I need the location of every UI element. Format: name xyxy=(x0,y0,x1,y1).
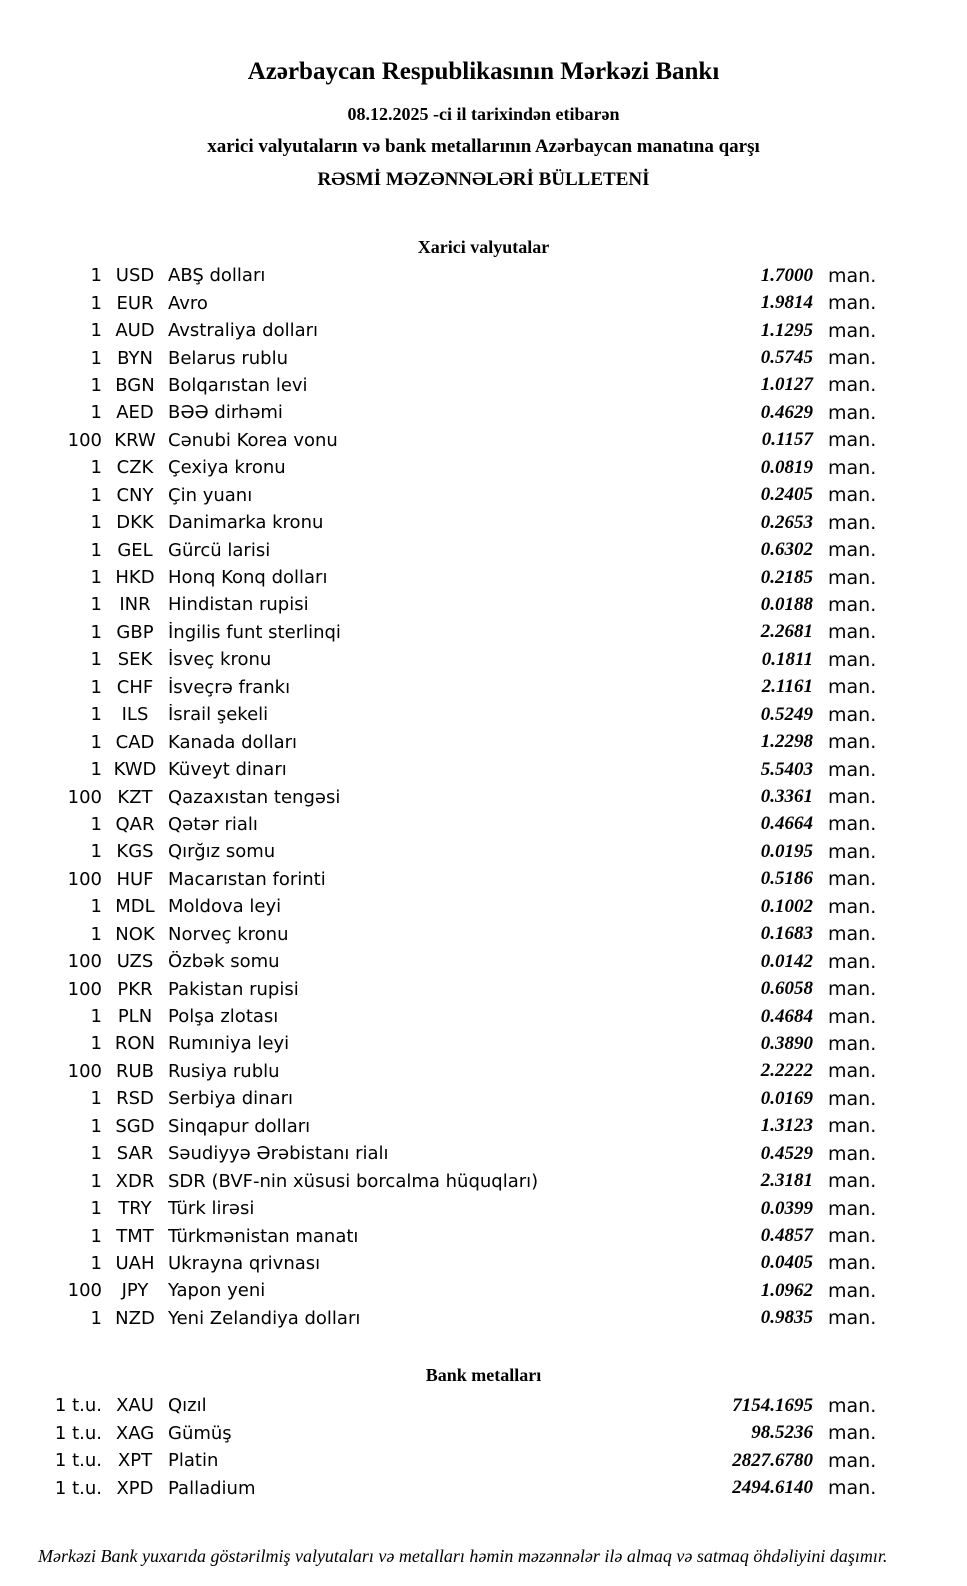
rate-value-cell: 1.7000 xyxy=(760,264,813,286)
currency-name-cell: İsveçrə frankı xyxy=(168,676,291,698)
rate-value-cell: 1.9814 xyxy=(760,292,813,314)
unit-label-cell: man. xyxy=(828,1170,877,1193)
currency-code-cell: JPY xyxy=(121,1280,149,1302)
unit-label-cell: man. xyxy=(828,1060,877,1083)
unit-label-cell: man. xyxy=(828,566,877,589)
rate-value-cell: 1.0962 xyxy=(760,1279,813,1301)
currency-name-cell: Serbiya dinarı xyxy=(168,1088,293,1110)
rate-row xyxy=(0,1140,967,1167)
rate-value-cell: 0.0169 xyxy=(760,1087,813,1109)
unit-label-cell: man. xyxy=(828,1032,877,1055)
rate-value-cell: 1.0127 xyxy=(760,374,813,396)
currency-name-cell: BƏƏ dirhəmi xyxy=(168,402,283,424)
quantity-cell: 1 xyxy=(90,1115,102,1137)
quantity-cell: 1 xyxy=(90,649,102,671)
currency-code-cell: HUF xyxy=(116,868,154,890)
unit-label-cell: man. xyxy=(828,1422,877,1445)
currency-code-cell: TMT xyxy=(116,1225,154,1247)
rate-value-cell: 2.2222 xyxy=(760,1060,813,1082)
currency-code-cell: EUR xyxy=(116,292,154,314)
rate-row xyxy=(0,1474,967,1501)
rate-row xyxy=(0,1085,967,1112)
rate-value-cell: 0.1683 xyxy=(760,923,813,945)
quantity-cell: 1 xyxy=(90,923,102,945)
unit-label-cell: man. xyxy=(828,648,877,671)
metals-section-title: Bank metalları xyxy=(425,1365,542,1385)
rate-row xyxy=(0,591,967,618)
rate-row xyxy=(0,509,967,536)
quantity-cell: 1 xyxy=(90,1225,102,1247)
quantity-cell: 1 t.u. xyxy=(54,1477,102,1499)
quantity-cell: 1 xyxy=(90,759,102,781)
rate-row xyxy=(0,1003,967,1030)
quantity-cell: 1 xyxy=(90,374,102,396)
quantity-cell: 1 xyxy=(90,841,102,863)
quantity-cell: 100 xyxy=(67,786,102,808)
rate-row xyxy=(0,1447,967,1474)
currency-name-cell: Palladium xyxy=(168,1477,256,1499)
rate-row xyxy=(0,1305,967,1332)
currency-name-cell: Hindistan rupisi xyxy=(168,594,309,616)
unit-label-cell: man. xyxy=(828,676,877,699)
rate-row xyxy=(0,701,967,728)
currency-name-cell: Pakistan rupisi xyxy=(168,978,299,1000)
currency-code-cell: XPD xyxy=(116,1477,154,1499)
rate-row xyxy=(0,811,967,838)
currency-code-cell: NOK xyxy=(115,923,155,945)
currency-code-cell: GBP xyxy=(116,621,154,643)
currency-name-cell: İsveç kronu xyxy=(168,649,272,671)
rate-row xyxy=(0,564,967,591)
currency-name-cell: Avstraliya dolları xyxy=(168,320,319,342)
unit-label-cell: man. xyxy=(828,1449,877,1472)
quantity-cell: 1 xyxy=(90,621,102,643)
unit-label-cell: man. xyxy=(828,758,877,781)
currencies-section-title: Xarici valyutalar xyxy=(417,237,550,257)
rate-value-cell: 0.0188 xyxy=(760,593,813,615)
unit-label-cell: man. xyxy=(828,1142,877,1165)
rate-value-cell: 2827.6780 xyxy=(732,1449,813,1471)
currency-code-cell: UAH xyxy=(115,1252,155,1274)
rate-value-cell: 0.5186 xyxy=(760,868,813,890)
currency-code-cell: CAD xyxy=(115,731,155,753)
unit-label-cell: man. xyxy=(828,593,877,616)
rate-row xyxy=(0,427,967,454)
quantity-cell: 1 xyxy=(90,265,102,287)
currency-name-cell: Yapon yeni xyxy=(168,1280,266,1302)
rate-row xyxy=(0,1058,967,1085)
unit-label-cell: man. xyxy=(828,1115,877,1138)
rate-value-cell: 0.0399 xyxy=(760,1197,813,1219)
currency-name-cell: Səudiyyə Ərəbistanı rialı xyxy=(168,1143,389,1165)
rate-value-cell: 0.2653 xyxy=(760,511,813,533)
bulletin-title: RƏSMİ MƏZƏNNƏLƏRİ BÜLLETENİ xyxy=(317,169,650,190)
currency-name-cell: Avro xyxy=(168,292,208,314)
currency-name-cell: ABŞ dolları xyxy=(168,265,266,287)
rate-row xyxy=(0,756,967,783)
quantity-cell: 1 xyxy=(90,1252,102,1274)
rate-value-cell: 0.6058 xyxy=(760,978,813,1000)
currency-code-cell: RUB xyxy=(115,1060,155,1082)
unit-label-cell: man. xyxy=(828,1477,877,1500)
rate-value-cell: 98.5236 xyxy=(751,1422,813,1444)
currency-name-cell: Çin yuanı xyxy=(168,484,253,506)
metals-table xyxy=(0,1392,967,1502)
rate-row xyxy=(0,975,967,1002)
rate-value-cell: 7154.1695 xyxy=(732,1394,813,1416)
rate-value-cell: 2494.6140 xyxy=(732,1477,813,1499)
rate-row xyxy=(0,1167,967,1194)
rate-row xyxy=(0,454,967,481)
unit-label-cell: man. xyxy=(828,703,877,726)
unit-label-cell: man. xyxy=(828,1005,877,1028)
rate-row xyxy=(0,893,967,920)
quantity-cell: 1 xyxy=(90,402,102,424)
unit-label-cell: man. xyxy=(828,1307,877,1330)
currency-name-cell: SDR (BVF-nin xüsusi borcalma hüquqları) xyxy=(168,1170,539,1192)
quantity-cell: 1 xyxy=(90,1006,102,1028)
quantity-cell: 1 xyxy=(90,1088,102,1110)
currency-code-cell: RSD xyxy=(116,1088,154,1110)
currency-code-cell: CNY xyxy=(116,484,154,506)
rate-row xyxy=(0,1030,967,1057)
quantity-cell: 1 xyxy=(90,292,102,314)
currency-code-cell: KZT xyxy=(117,786,153,808)
currency-name-cell: Sinqapur dolları xyxy=(168,1115,311,1137)
rate-value-cell: 1.1295 xyxy=(760,319,813,341)
currency-code-cell: KGS xyxy=(116,841,154,863)
currency-name-cell: Türkmənistan manatı xyxy=(168,1225,359,1247)
currency-code-cell: UZS xyxy=(116,951,154,973)
currency-name-cell: Türk lirəsi xyxy=(168,1198,255,1220)
currency-name-cell: Özbək somu xyxy=(168,951,280,973)
currency-name-cell: Platin xyxy=(168,1450,219,1472)
quantity-cell: 1 xyxy=(90,512,102,534)
quantity-cell: 1 xyxy=(90,1033,102,1055)
currency-code-cell: SGD xyxy=(115,1115,155,1137)
subtitle-line: xarici valyutaların və bank metallarının Azərbaycan manatına qarşı xyxy=(207,136,760,157)
unit-label-cell: man. xyxy=(828,840,877,863)
unit-label-cell: man. xyxy=(828,319,877,342)
currency-name-cell: Qırğız somu xyxy=(168,841,276,863)
rate-row xyxy=(0,1222,967,1249)
unit-label-cell: man. xyxy=(828,347,877,370)
currency-name-cell: Macarıstan forinti xyxy=(168,868,326,890)
unit-label-cell: man. xyxy=(828,292,877,315)
currency-code-cell: XPT xyxy=(117,1450,153,1472)
currency-code-cell: ILS xyxy=(121,704,149,726)
currency-code-cell: DKK xyxy=(116,512,154,534)
effective-date-line: 08.12.2025 -ci il tarixindən etibarən xyxy=(347,104,620,124)
unit-label-cell: man. xyxy=(828,978,877,1001)
currency-name-cell: İngilis funt sterlinqi xyxy=(168,621,341,643)
quantity-cell: 1 xyxy=(90,896,102,918)
unit-label-cell: man. xyxy=(828,264,877,287)
rate-row xyxy=(0,372,967,399)
rate-value-cell: 0.0195 xyxy=(760,840,813,862)
unit-label-cell: man. xyxy=(828,1279,877,1302)
currency-code-cell: GEL xyxy=(117,539,153,561)
currency-code-cell: USD xyxy=(115,265,155,287)
unit-label-cell: man. xyxy=(828,1252,877,1275)
rate-value-cell: 0.5745 xyxy=(760,347,813,369)
rate-row xyxy=(0,1419,967,1446)
currencies-table xyxy=(0,262,967,1332)
unit-label-cell: man. xyxy=(828,731,877,754)
unit-label-cell: man. xyxy=(828,950,877,973)
currency-name-cell: Gümüş xyxy=(168,1422,232,1444)
currency-name-cell: Cənubi Korea vonu xyxy=(168,429,338,451)
currency-code-cell: CZK xyxy=(116,457,154,479)
rate-row xyxy=(0,1195,967,1222)
rate-value-cell: 0.9835 xyxy=(760,1307,813,1329)
quantity-cell: 1 xyxy=(90,484,102,506)
rate-row xyxy=(0,482,967,509)
unit-label-cell: man. xyxy=(828,429,877,452)
quantity-cell: 1 xyxy=(90,1198,102,1220)
rate-value-cell: 0.0142 xyxy=(760,950,813,972)
rate-value-cell: 0.4629 xyxy=(760,401,813,423)
currency-name-cell: İsrail şekeli xyxy=(168,704,269,726)
rate-value-cell: 5.5403 xyxy=(760,758,813,780)
currency-code-cell: INR xyxy=(119,594,151,616)
rate-row xyxy=(0,619,967,646)
currency-name-cell: Yeni Zelandiya dolları xyxy=(168,1307,361,1329)
quantity-cell: 100 xyxy=(67,1060,102,1082)
quantity-cell: 1 xyxy=(90,457,102,479)
quantity-cell: 100 xyxy=(67,429,102,451)
rate-row xyxy=(0,1250,967,1277)
currency-name-cell: Çexiya kronu xyxy=(168,457,286,479)
currency-code-cell: SAR xyxy=(116,1143,154,1165)
rate-value-cell: 0.1002 xyxy=(760,895,813,917)
quantity-cell: 100 xyxy=(67,951,102,973)
currency-code-cell: KWD xyxy=(113,759,157,781)
currency-code-cell: XDR xyxy=(115,1170,155,1192)
quantity-cell: 1 xyxy=(90,676,102,698)
currency-name-cell: Rumıniya leyi xyxy=(168,1033,290,1055)
unit-label-cell: man. xyxy=(828,1225,877,1248)
currency-code-cell: BGN xyxy=(115,374,155,396)
rate-value-cell: 0.4857 xyxy=(760,1225,813,1247)
unit-label-cell: man. xyxy=(828,895,877,918)
unit-label-cell: man. xyxy=(828,813,877,836)
rate-row xyxy=(0,838,967,865)
rate-value-cell: 1.2298 xyxy=(760,731,813,753)
rate-row xyxy=(0,536,967,563)
rate-value-cell: 0.1811 xyxy=(761,648,813,670)
unit-label-cell: man. xyxy=(828,539,877,562)
quantity-cell: 100 xyxy=(67,978,102,1000)
rate-value-cell: 0.2185 xyxy=(760,566,813,588)
quantity-cell: 1 xyxy=(90,1307,102,1329)
currency-code-cell: NZD xyxy=(115,1307,155,1329)
currency-code-cell: RON xyxy=(114,1033,156,1055)
currency-name-cell: Polşa zlotası xyxy=(168,1006,279,1028)
currency-code-cell: XAG xyxy=(115,1422,155,1444)
rate-value-cell: 0.0405 xyxy=(760,1252,813,1274)
unit-label-cell: man. xyxy=(828,621,877,644)
rate-row xyxy=(0,262,967,289)
currency-code-cell: MDL xyxy=(115,896,155,918)
unit-label-cell: man. xyxy=(828,374,877,397)
unit-label-cell: man. xyxy=(828,484,877,507)
quantity-cell: 100 xyxy=(67,868,102,890)
bank-title: Azərbaycan Respublikasının Mərkəzi Bankı xyxy=(247,58,720,85)
rate-value-cell: 0.4684 xyxy=(760,1005,813,1027)
rate-value-cell: 0.3890 xyxy=(760,1032,813,1054)
unit-label-cell: man. xyxy=(828,456,877,479)
rate-row xyxy=(0,948,967,975)
currency-name-cell: Küveyt dinarı xyxy=(168,759,287,781)
currency-name-cell: Gürcü larisi xyxy=(168,539,271,561)
currency-code-cell: PLN xyxy=(117,1006,153,1028)
rate-row xyxy=(0,728,967,755)
quantity-cell: 1 xyxy=(90,539,102,561)
rate-row xyxy=(0,289,967,316)
currency-name-cell: Ukrayna qrivnası xyxy=(168,1252,321,1274)
quantity-cell: 1 xyxy=(90,320,102,342)
unit-label-cell: man. xyxy=(828,923,877,946)
quantity-cell: 1 xyxy=(90,567,102,589)
currency-code-cell: BYN xyxy=(117,347,153,369)
currency-name-cell: Honq Konq dolları xyxy=(168,567,328,589)
currency-code-cell: XAU xyxy=(116,1395,154,1417)
rate-row xyxy=(0,1392,967,1419)
unit-label-cell: man. xyxy=(828,401,877,424)
quantity-cell: 1 t.u. xyxy=(54,1422,102,1444)
rate-value-cell: 0.6302 xyxy=(760,539,813,561)
rate-value-cell: 1.3123 xyxy=(760,1115,813,1137)
quantity-cell: 1 xyxy=(90,1170,102,1192)
rate-row xyxy=(0,317,967,344)
rate-value-cell: 2.1161 xyxy=(761,676,813,698)
quantity-cell: 1 xyxy=(90,1143,102,1165)
currency-code-cell: SEK xyxy=(117,649,153,671)
currency-name-cell: Moldova leyi xyxy=(168,896,282,918)
rate-value-cell: 0.5249 xyxy=(760,703,813,725)
currency-code-cell: TRY xyxy=(118,1198,152,1220)
currency-name-cell: Danimarka kronu xyxy=(168,512,324,534)
rate-value-cell: 0.3361 xyxy=(760,786,813,808)
rate-row xyxy=(0,646,967,673)
currency-name-cell: Qətər rialı xyxy=(168,813,258,835)
currency-code-cell: AED xyxy=(116,402,154,424)
quantity-cell: 1 xyxy=(90,704,102,726)
rate-row xyxy=(0,674,967,701)
unit-label-cell: man. xyxy=(828,1394,877,1417)
rate-row xyxy=(0,1113,967,1140)
rate-row xyxy=(0,866,967,893)
quantity-cell: 1 xyxy=(90,813,102,835)
currency-code-cell: HKD xyxy=(115,567,155,589)
currency-name-cell: Rusiya rublu xyxy=(168,1060,280,1082)
unit-label-cell: man. xyxy=(828,1087,877,1110)
rate-value-cell: 0.4664 xyxy=(760,813,813,835)
unit-label-cell: man. xyxy=(828,786,877,809)
quantity-cell: 1 xyxy=(90,594,102,616)
rate-row xyxy=(0,344,967,371)
currency-name-cell: Kanada dolları xyxy=(168,731,298,753)
quantity-cell: 1 t.u. xyxy=(54,1395,102,1417)
rate-row xyxy=(0,783,967,810)
currency-code-cell: PKR xyxy=(117,978,153,1000)
footer-note: Mərkəzi Bank yuxarıda göstərilmiş valyutaları və metalları həmin məzənnələr ilə almaq və satmaq öhdəliyini daşımır. xyxy=(38,1546,888,1566)
unit-label-cell: man. xyxy=(828,511,877,534)
rate-value-cell: 2.3181 xyxy=(760,1170,813,1192)
currency-name-cell: Norveç kronu xyxy=(168,923,289,945)
rate-row xyxy=(0,921,967,948)
quantity-cell: 100 xyxy=(67,1280,102,1302)
rate-row xyxy=(0,1277,967,1304)
rate-value-cell: 0.4529 xyxy=(760,1142,813,1164)
currency-code-cell: CHF xyxy=(116,676,154,698)
currency-code-cell: AUD xyxy=(115,320,155,342)
rate-value-cell: 2.2681 xyxy=(760,621,813,643)
rate-value-cell: 0.2405 xyxy=(760,484,813,506)
currency-name-cell: Qazaxıstan tengəsi xyxy=(168,786,341,808)
currency-name-cell: Qızıl xyxy=(168,1395,207,1417)
currency-code-cell: KRW xyxy=(114,429,156,451)
currency-name-cell: Belarus rublu xyxy=(168,347,289,369)
unit-label-cell: man. xyxy=(828,868,877,891)
quantity-cell: 1 xyxy=(90,731,102,753)
rate-value-cell: 0.0819 xyxy=(760,456,813,478)
currency-name-cell: Bolqarıstan levi xyxy=(168,374,308,396)
quantity-cell: 1 t.u. xyxy=(54,1450,102,1472)
quantity-cell: 1 xyxy=(90,347,102,369)
rate-value-cell: 0.1157 xyxy=(761,429,813,451)
currency-code-cell: QAR xyxy=(115,813,155,835)
rate-row xyxy=(0,399,967,426)
unit-label-cell: man. xyxy=(828,1197,877,1220)
